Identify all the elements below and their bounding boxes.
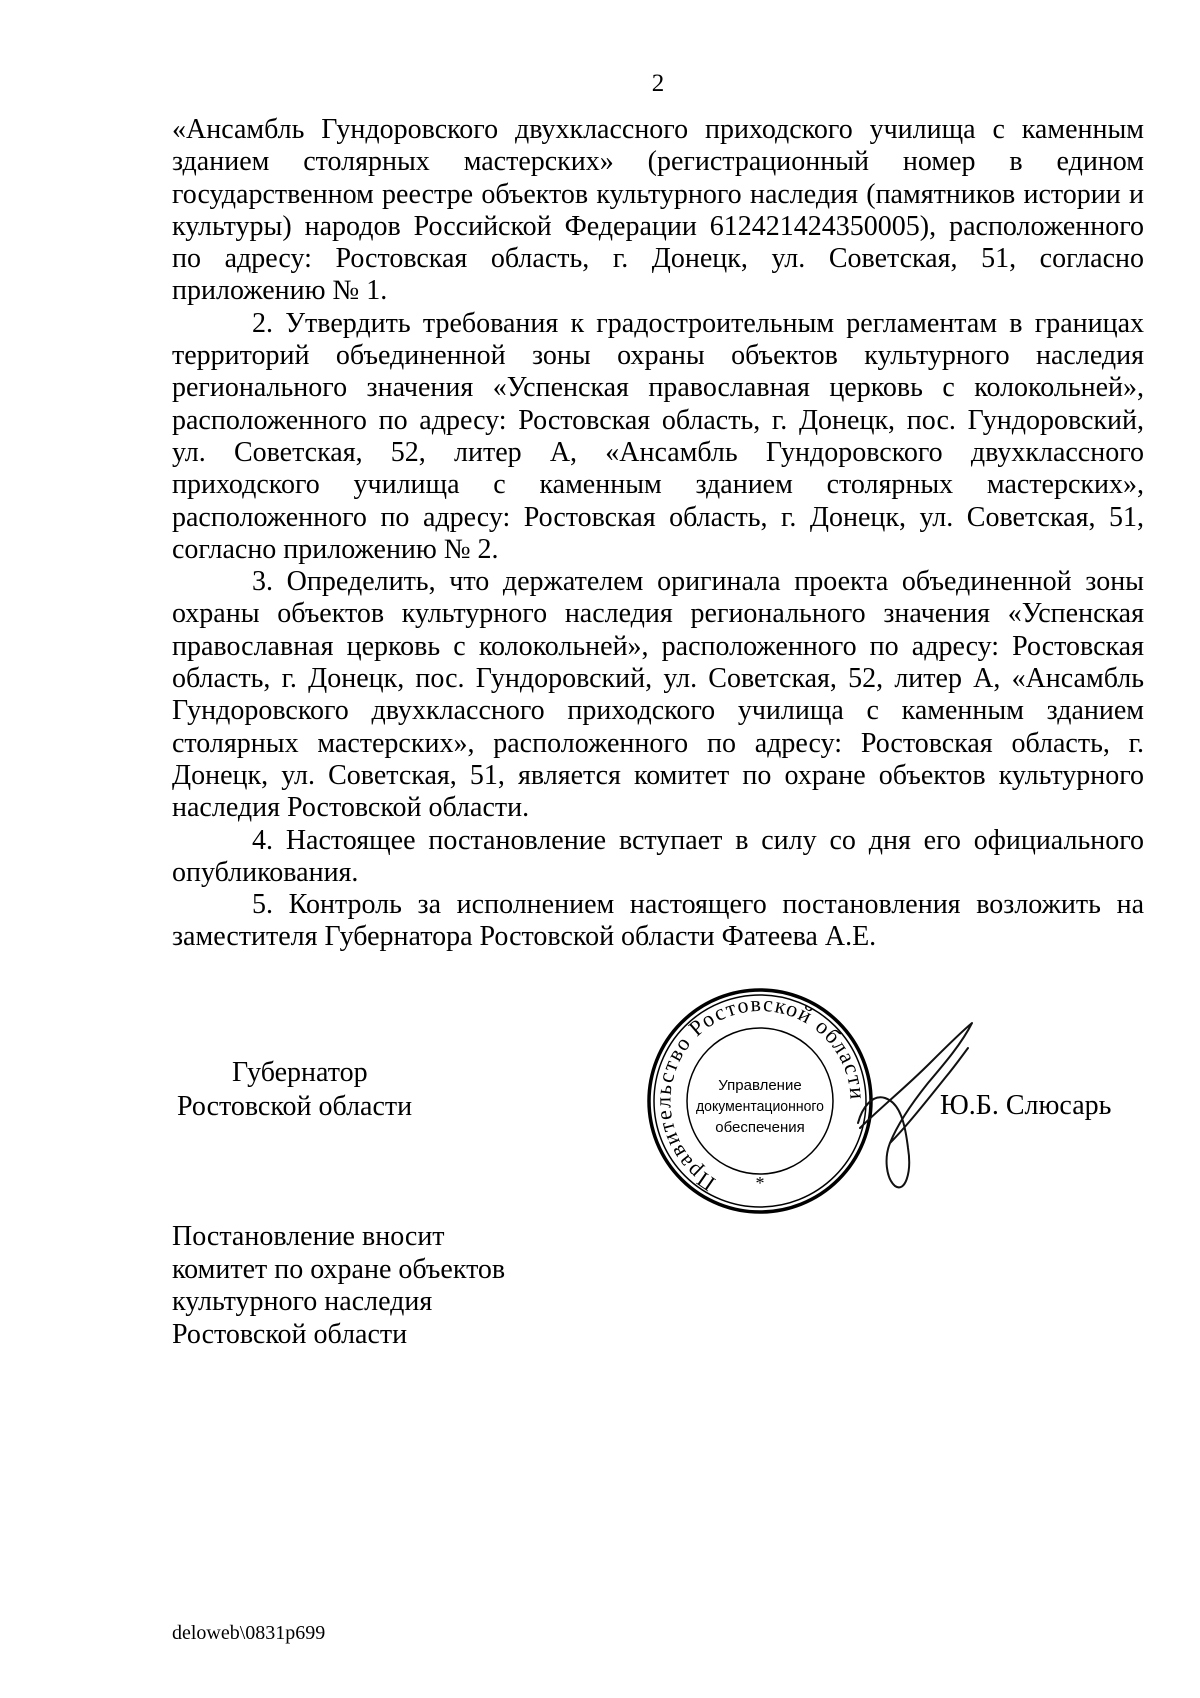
paragraph-item-4: 4. Настоящее постановление вступает в силу со дня его официального опубликования. [172,824,1144,888]
paragraph-item-3: 3. Определить, что держателем оригинала проекта объединенной зоны охраны объектов культурного наследия регионального значения «Успенская православная церковь с колокольней», расположенного по адресу: Ростовская область, г. Донецк, пос. Гундоровский, ул. Советская, 52, литер А, «Ансамбль Гундоровского двухклассного приходского училища с каменным зданием столярных мастерских», расположенного по адресу: Ростовская область, г. Донецк, ул. Советская, 51, является комитет по охране объектов культурного наследия Ростовской области. [172,566,1144,824]
paragraph-continuation: «Ансамбль Гундоровского двухклассного приходского училища с каменным зданием столярных мастерских» (регистрационный номер в едином государственном реестре объектов культурного наследия (памятников истории и культуры) народов Российской Федерации 612421424350005), расположенного по адресу: Ростовская область, г. Донецк, ул. Советская, 51, согласно приложению № 1. [172,114,1144,307]
paragraph-item-5: 5. Контроль за исполнением настоящего постановления возложить на заместителя Губернатора Ростовской области Фатеева А.Е. [172,889,1144,953]
signer-name: Ю.Б. Слюсарь [940,1090,1112,1121]
signer-title-line-1: Губернатор [232,1057,368,1088]
document-body [172,114,1144,954]
introduced-by-line-1: Постановление вносит [172,1221,445,1252]
introduced-by-line-4: Ростовской области [172,1318,408,1350]
introduced-by-line-3: культурного наследия [172,1286,433,1317]
page-number: 2 [651,70,665,97]
introduced-by-note [172,1221,572,1351]
seal-inner-line-3: обеспечения [715,1119,805,1136]
signer-title-line-2: Ростовской области [177,1091,413,1122]
seal-inner-line-2: документационного [696,1098,824,1115]
seal-inner-line-1: Управление [718,1077,802,1094]
paragraph-item-2: 2. Утвердить требования к градостроительным регламентам в границах территорий объединенной зоны охраны объектов культурного наследия регионального значения «Успенская православная церковь с колокольней», расположенного по адресу: Ростовская область, г. Донецк, пос. Гундоровский, ул. Советская, 52, литер А, «Ансамбль Гундоровского двухклассного приходского училища с каменным зданием столярных мастерских», расположенного по адресу: Ростовская область, г. Донецк, ул. Советская, 51, согласно приложению № 2. [172,307,1144,565]
file-reference: deloweb\0831p699 [172,1622,326,1644]
introduced-by-line-2: комитет по охране объектов [172,1253,506,1285]
official-seal [645,986,875,1216]
signer-title [177,1056,477,1124]
seal-star: * [755,1173,765,1193]
seal-outer-text: Правительство Ростовской области [650,990,871,1197]
